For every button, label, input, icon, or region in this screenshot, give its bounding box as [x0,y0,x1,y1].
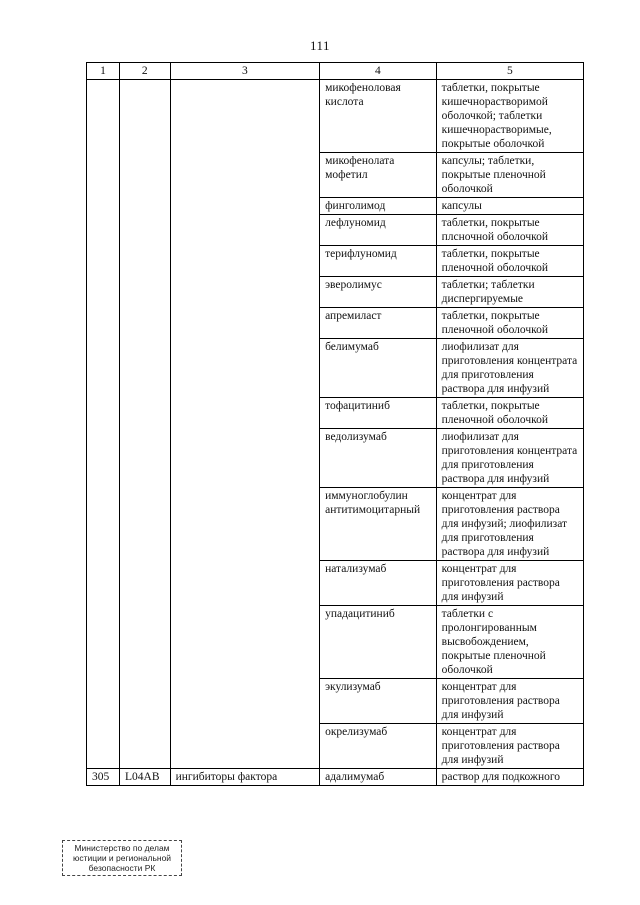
drug-name-cell: экулизумаб [320,679,437,724]
code-cell [119,80,170,769]
drug-name-cell: адалимумаб [320,769,437,786]
table-header-row [87,63,584,80]
registration-stamp [62,840,182,876]
dosage-form-cell: концентрат для приготовления раствора для инфузий; лиофилизат для приготовления раствора для инфузий [436,488,583,561]
drug-table [86,62,584,786]
dosage-form-cell: таблетки; таблетки диспергируемые [436,277,583,308]
drug-name-cell: окрелизумаб [320,724,437,769]
drug-name-cell: микофенолата мофетил [320,153,437,198]
dosage-form-cell: таблетки с пролонгированным высвобождением, покрытые пленочной оболочкой [436,606,583,679]
drug-name-cell: ведолизумаб [320,429,437,488]
group-cell [170,80,320,769]
dosage-form-cell: лиофилизат для приготовления концентрата для приготовления раствора для инфузий [436,429,583,488]
dosage-form-cell: таблетки, покрытые плсночной оболочкой [436,215,583,246]
number-cell [87,80,120,769]
drug-name-cell: финголимод [320,198,437,215]
dosage-form-cell: концентрат для приготовления раствора для инфузий [436,561,583,606]
stamp-line: безопасности РК [88,863,156,873]
dosage-form-cell: лиофилизат для приготовления концентрата для приготовления раствора для инфузий [436,339,583,398]
stamp-line: Министерство по делам [74,843,170,853]
column-header-5: 5 [436,63,583,80]
dosage-form-cell: концентрат для приготовления раствора для инфузий [436,679,583,724]
drug-name-cell: натализумаб [320,561,437,606]
dosage-form-cell: капсулы; таблетки, покрытые пленочной оболочкой [436,153,583,198]
table-body [87,80,584,786]
drug-name-cell: белимумаб [320,339,437,398]
atc-code-cell: L04AB [119,769,170,786]
column-header-3: 3 [170,63,320,80]
drug-name-cell: иммуноглобулин антитимоцитарный [320,488,437,561]
drug-name-cell: лефлуномид [320,215,437,246]
column-header-2: 2 [119,63,170,80]
dosage-form-cell: концентрат для приготовления раствора для инфузий [436,724,583,769]
stamp-line: юстиции и региональной [72,853,172,863]
dosage-form-cell: таблетки, покрытые пленочной оболочкой [436,246,583,277]
row-number-cell: 305 [87,769,120,786]
column-header-1: 1 [87,63,120,80]
drug-name-cell: тофацитиниб [320,398,437,429]
dosage-form-cell: капсулы [436,198,583,215]
table-row [87,80,584,153]
table-row-305 [87,769,584,786]
group-name-cell: ингибиторы фактора [170,769,320,786]
dosage-form-cell: таблетки, покрытые пленочной оболочкой [436,398,583,429]
dosage-form-cell: раствор для подкожного [436,769,583,786]
column-header-4: 4 [320,63,437,80]
drug-name-cell: эверолимус [320,277,437,308]
dosage-form-cell: таблетки, покрытые кишечнорастворимой оболочкой; таблетки кишечнорастворимые, покрытые оболочкой [436,80,583,153]
drug-name-cell: апремиласт [320,308,437,339]
drug-name-cell: упадацитиниб [320,606,437,679]
page-number: 111 [309,38,331,53]
drug-name-cell: микофеноловая кислота [320,80,437,153]
dosage-form-cell: таблетки, покрытые пленочной оболочкой [436,308,583,339]
drug-name-cell: терифлуномид [320,246,437,277]
